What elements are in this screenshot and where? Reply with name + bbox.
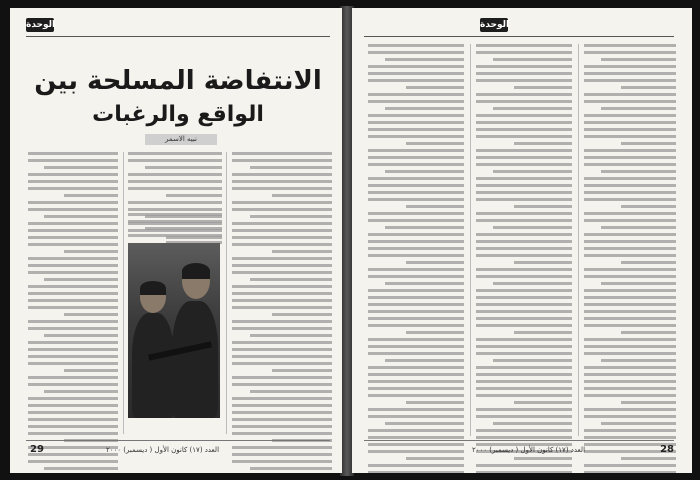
issue-footer: العدد (١٧) كانون الأول ( ديسمبر) ٢٠٠٠ — [472, 446, 586, 454]
text-column-1 — [584, 44, 676, 473]
masked-fighters-photo — [128, 243, 220, 418]
footer-rule — [364, 440, 674, 441]
column-divider — [226, 152, 227, 434]
author-byline: نبيه الاسمر — [145, 134, 217, 145]
issue-footer: العدد (١٧) كانون الأول ( ديسمبر) ٢٠٠٠ — [106, 446, 220, 454]
right-page — [352, 8, 692, 473]
page-number: 28 — [660, 444, 674, 455]
text-column-1 — [232, 152, 332, 473]
magazine-logo: الوحدة — [480, 20, 510, 30]
column-divider — [578, 44, 579, 436]
header-rule — [26, 36, 330, 37]
page-number: 29 — [30, 444, 44, 455]
text-column-3 — [368, 44, 464, 473]
header-rule — [364, 36, 674, 37]
article-subheadline: الواقع والرغبات — [92, 102, 264, 127]
text-column-2 — [476, 44, 572, 473]
magazine-logo: الوحدة — [26, 20, 56, 30]
article-headline: الانتفاضة المسلحة بين — [34, 66, 322, 96]
left-page — [10, 8, 342, 473]
column-divider — [123, 152, 124, 434]
column-divider — [470, 44, 471, 436]
text-column-3 — [28, 152, 118, 473]
footer-rule — [26, 440, 330, 441]
